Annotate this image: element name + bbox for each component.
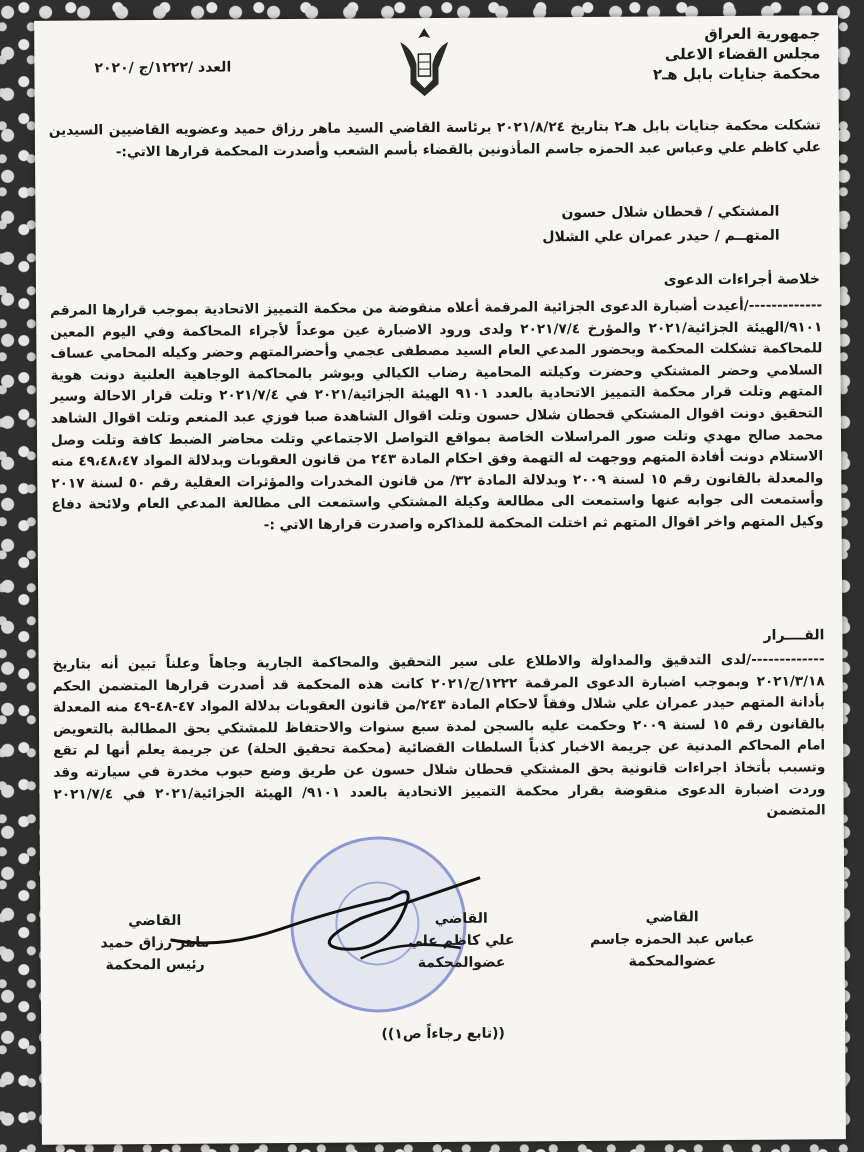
header-country: جمهورية العراق — [704, 24, 821, 44]
signature-name: ماهر رزاق حميد — [100, 934, 210, 952]
continued-note: ((تابع رجاءاً ص١)) — [381, 1025, 505, 1043]
signature-name: عباس عبد الحمزه جاسم — [590, 930, 755, 948]
signature-role: عضوالمحكمة — [417, 954, 506, 972]
header-council: مجلس القضاء الاعلى — [664, 44, 821, 64]
summary-paragraph: -------------/أعيدت أضبارة الدعوى الجزائية المرقمة أعلاه منقوضة من محكمة التمييز الاتحادية بموجب قرارها المرقم ٩١٠١/الهيئة الجزائية/٢٠٢١ والمؤرخ ٢٠٢١/٧/٤ ولدى ورود الاضبارة عين موعداً لأجراء المحاكمة وفي اليوم المعين للمحاكمة تشكلت المحكمة وبحضور المدعي العام السيد مصطفى عجمي وأحضرالمتهم وحضر وكيله المحامي عساف السلامي وحضر المشتكي وحضرت وكيلته المحامية رضاب الكيالي وبوشر بالمحاكمة الوجاهية العلنية دونت هوية المتهم وتلت قرار محكمة التمييز الاتحادية بالعدد ٩١٠١ الهيئة الجزائية/٢٠٢١ في ٢٠٢١/٧/٤ وتلت قرار الاحالة وسير التحقيق دونت اقوال المشتكي قحطان شلال حسون وتلت اقوال الشاهدة صبا فوزي عبد المنعم وتلت اقوال الشاهد محمد صالح مهدي وتلت صور المراسلات الخاصة بمواقع التواصل الاجتماعي وتلت محاضر الضبط كافة وتلت وصل الاستلام دونت أفادة المتهم ووجهت له التهمة وفق احكام المادة ٢٤٣ من قانون العقوبات وبدلالة المواد ٤٩،٤٨،٤٧ منه والمعدلة بالقانون رقم ١٥ لسنة ٢٠٠٩ وبدلالة المادة ٣٢/ من قانون المخدرات والمؤثرات العقلية رقم ٥٠ لسنة ٢٠١٧ وأستمعت الى جوابه عنها واستمعت الى مطالعة وكيلة المشتكي واستمعت الى مطالعة المدعي العام ولائحة دفاع وكيل المتهم واخر اقوال المتهم ثم اختلت المحكمة للمذاكره واصدرت قرارها الاتي :- — [50, 297, 824, 534]
signature-title: القاضي — [645, 909, 699, 926]
intro-paragraph: تشكلت محكمة جنايات بابل هـ٢ بتاريخ ٢٠٢١/٨/٢٤ برئاسة القاضي السيد ماهر رزاق حميد وعضويه القاضيين السيدين علي كاظم علي وعباس عبد الحمزه جاسم المأذونين بالقضاء بأسم الشعب وأصدرت المحكمة قرارها الاتي:- — [48, 117, 822, 160]
signature-member-abbas — [590, 906, 755, 973]
signature-president-maher — [100, 910, 209, 977]
accused-line: المتهــم / حيدر عمران علي الشلال — [542, 227, 780, 246]
signature-name: علي كاظم علي — [408, 932, 515, 950]
signature-role: رئيس المحكمة — [105, 956, 205, 974]
signature-role: عضوالمحكمة — [628, 953, 717, 970]
signature-member-ali — [408, 907, 515, 974]
summary-title: خلاصة أجراءات الدعوى — [663, 271, 820, 289]
signature-title: القاضي — [128, 912, 182, 930]
header-court: محكمة جنايات بابل هـ٢ — [652, 64, 821, 84]
court-header — [653, 23, 821, 84]
iraq-eagle-emblem-icon — [394, 24, 455, 100]
signature-title: القاضي — [434, 910, 488, 928]
complainant-line: المشتكي / قحطان شلال حسون — [561, 203, 780, 222]
decision-paragraph: -------------/لدى التدقيق والمداولة والاطلاع على سير التحقيق والمحاكمة الجارية وجاهاً وعلناً تبين أنه بتاريخ ٢٠٢١/٣/١٨ وبموجب اضبارة الدعوى المرقمة ١٢٢٢/ج/٢٠٢١ كانت هذه المحكمة قد أصدرت قرارها المتضمن الحكم بأدانة المتهم حيدر عمران علي شلال وفقاً لاحكام المادة ٢٤٣/من قانون العقوبات بدلالة المواد ٤٧-٤٨-٤٩ منه المعدلة بالقانون رقم ١٥ لسنة ٢٠٠٩ وحكمت عليه بالسجن لمدة سبع سنوات والاحتفاظ للمشتكي بحق المطالبة بالتعويض امام المحاكم المدنية عن جريمة الاخبار كذباً السلطات القضائية (محكمة تحقيق الحلة) عن جريمة يعلم أنها لم تقع وتسبب بأتخاذ اجراءات قانونية بحق المشتكي قحطان شلال حسون عن طريق وضع حبوب مخدرة في سيارته وقد وردت اضبارة الدعوى منقوضة بقرار محكمة التمييز الاتحادية بالعدد ٩١٠١/ الهيئة الجزائية/٢٠٢١ في ٢٠٢١/٧/٤ المتضمن — [52, 651, 826, 819]
case-number: العدد /١٢٢٢/ج /٢٠٢٠ — [94, 59, 232, 77]
decision-title: القــــرار — [763, 627, 825, 644]
document-page — [34, 15, 846, 1145]
